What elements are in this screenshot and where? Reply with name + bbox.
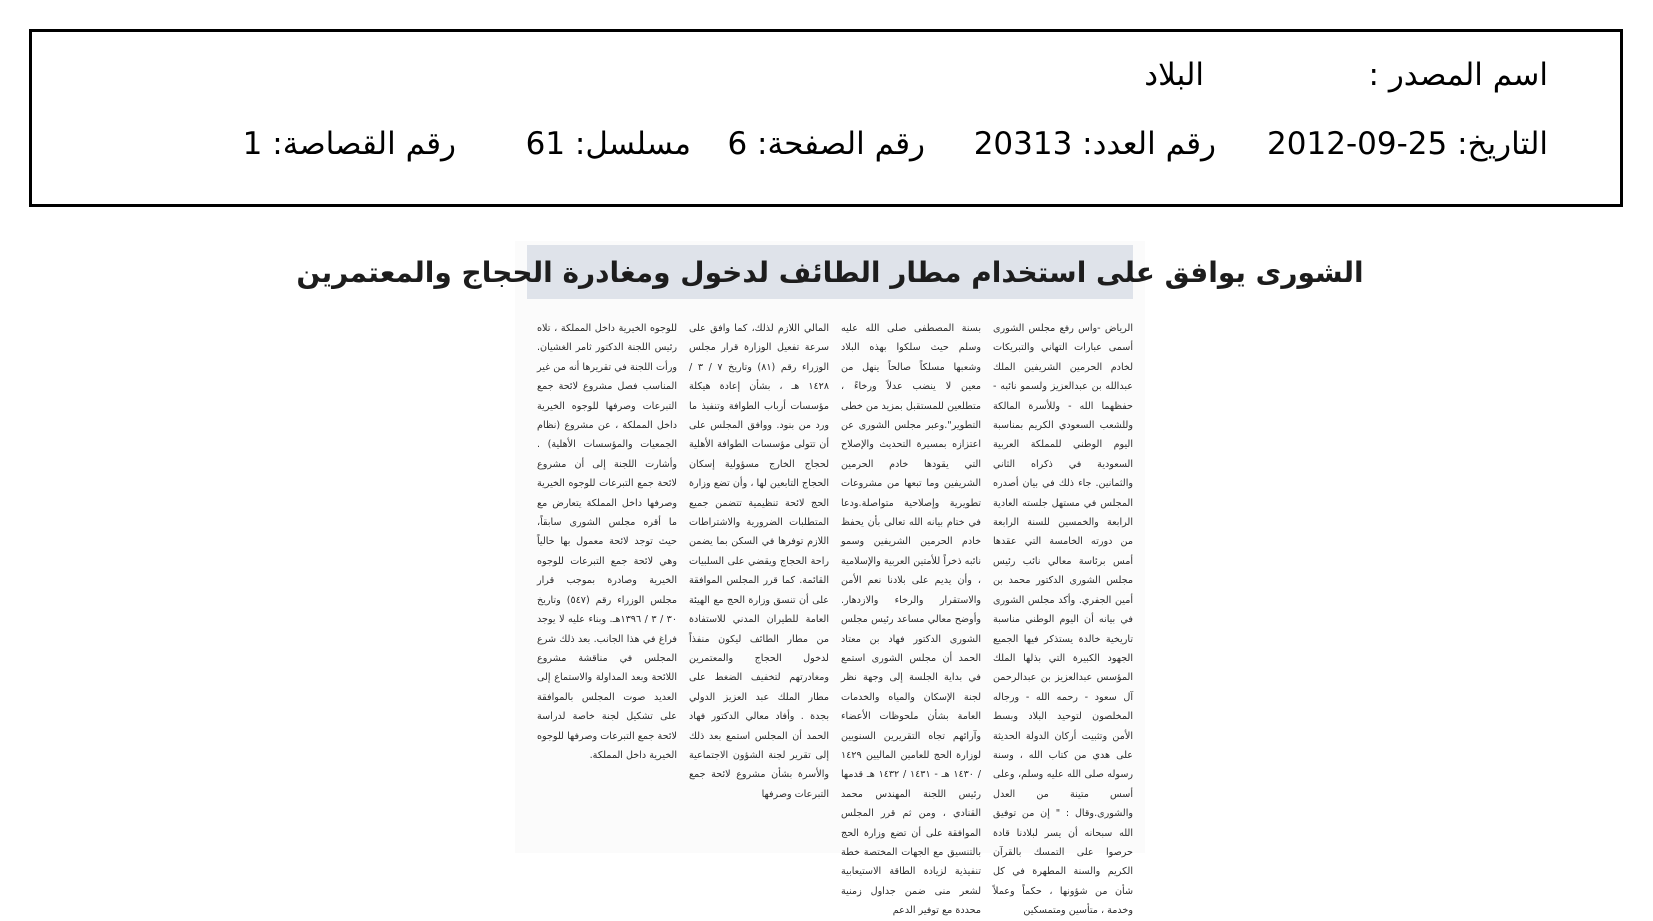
- article-column-1: [993, 319, 1133, 917]
- article-column-3: [689, 319, 829, 853]
- article-text: للوجوه الخيرية داخل المملكة ، تلاه رئيس اللجنة الدكتور ثامر الغشيان. ورأت اللجنة في تقريرها أنه من غير المناسب فصل مشروع لائحة جمع التبرعات وصرفها للوجوه الخيرية داخل المملكة ، عن مشروع (نظام الجمعيات والمؤسسات الأهلية) . وأشارت اللجنة إلى أن مشروع لائحة جمع التبرعات للوجوه الخيرية وصرفها داخل المملكة يتعارض مع ما أقره مجلس الشورى سابقاً، حيث توجد لائحة معمول بها حالياً وهي لائحة جمع التبرعات للوجوه الخيرية وصادرة بموجب قرار مجلس الوزراء رقم (٥٤٧) وتاريخ ٣٠ / ٣ / ١٣٩٦هـ. وبناء عليه لا يوجد فراغ في هذا الجانب. بعد ذلك شرع المجلس في مناقشة مشروع اللائحة وبعد المداولة والاستماع إلى العديد صوت المجلس بالموافقة على تشكيل لجنة خاصة لدراسة لائحة جمع التبرعات وصرفها للوجوه الخيرية داخل المملكة.: [537, 323, 677, 761]
- source-info-box: [29, 29, 1623, 207]
- page-number-field: رقم الصفحة: 6: [727, 126, 925, 162]
- article-column-2: [841, 319, 981, 917]
- source-value: البلاد: [1144, 57, 1204, 93]
- article-text: الرياض -واس رفع مجلس الشورى أسمى عبارات التهاني والتبريكات لخادم الحرمين الشريفين الملك عبدالله بن عبدالعزيز ولسمو نائبه - حفظهما الله - وللأسرة المالكة وللشعب السعودي الكريم بمناسبة اليوم الوطني للمملكة العربية السعودية في ذكراه الثاني والثمانين. جاء ذلك في بيان أصدره المجلس في مستهل جلسته العادية الرابعة والخمسين للسنة الرابعة من دورته الخامسة التي عقدها أمس برئاسة معالي نائب رئيس مجلس الشورى الدكتور محمد بن أمين الجفري. وأكد مجلس الشورى في بيانه أن اليوم الوطني مناسبة تاريخية خالدة يستذكر فيها الجميع الجهود الكبيرة التي بذلها الملك المؤسس عبدالعزيز بن عبدالرحمن آل سعود - رحمه الله - ورجاله المخلصون لتوحيد البلاد وبسط الأمن وتثبيت أركان الدولة الحديثة على هدي من كتاب الله ، وسنة رسوله صلى الله عليه وسلم، وعلى أسس متينة من العدل والشورى.وقال : " إن من توفيق الله سبحانه أن يسر لبلادنا قادة حرصوا على التمسك بالقرآن الكريم والسنة المطهرة في كل شأن من شؤونها ، حكماً وعملاً وخدمة ، متأسين ومتمسكين: [993, 323, 1133, 917]
- issue-number-field: رقم العدد: 20313: [973, 126, 1216, 162]
- date-field: التاريخ: 25-09-2012: [1267, 126, 1548, 162]
- newspaper-clipping: [296, 241, 1364, 917]
- article-headline: الشورى يوافق على استخدام مطار الطائف لدخول ومغادرة الحجاج والمعتمرين: [527, 245, 1133, 299]
- serial-field: مسلسل: 61: [525, 126, 691, 162]
- article-column-4: [537, 319, 677, 807]
- clip-number-field: رقم القصاصة: 1: [242, 126, 456, 162]
- source-label: اسم المصدر :: [1368, 57, 1548, 93]
- article-text: بسنة المصطفى صلى الله عليه وسلم حيث سلكوا بهذه البلاد وشعبها مسلكاً صالحاً ينهل من معين لا ينضب عدلاً ورخاءً ، متطلعين للمستقبل بمزيد من خطى التطوير".وعبر مجلس الشورى عن اعتزازه بمسيرة التحديث والإصلاح التي يقودها خادم الحرمين الشريفين وما تبعها من مشروعات تطويرية وإصلاحية متواصلة.ودعا في ختام بيانه الله تعالى بأن يحفظ خادم الحرمين الشريفين وسمو نائبه ذخراً للأمتين العربية والإسلامية ، وأن يديم على بلادنا نعم الأمن والاستقرار والرخاء والازدهار. وأوضح معالي مساعد رئيس مجلس الشورى الدكتور فهاد بن معتاد الحمد أن مجلس الشورى استمع في بداية الجلسة إلى وجهة نظر لجنة الإسكان والمياه والخدمات العامة بشأن ملحوظات الأعضاء وآرائهم تجاه التقريرين السنويين لوزارة الحج للعامين الماليين ١٤٢٩ / ١٤٣٠ هـ - ١٤٣١ / ١٤٣٢ هـ قدمها رئيس اللجنة المهندس محمد القنادي ، ومن ثم قرر المجلس الموافقة على أن تضع وزارة الحج بالتنسيق مع الجهات المختصة خطة تنفيذية لزيادة الطاقة الاستيعابية لشعر منى ضمن جداول زمنية محددة مع توفير الدعم: [841, 323, 981, 917]
- article-text: المالي اللازم لذلك، كما وافق على سرعة تفعيل الوزارة قرار مجلس الوزراء رقم (٨١) وتاريخ ٧ / ٣ / ١٤٢٨ هـ ، بشأن إعادة هيكلة مؤسسات أرباب الطوافة وتنفيذ ما ورد من بنود. ووافق المجلس على أن تتولى مؤسسات الطوافة الأهلية لحجاج الخارج مسؤولية إسكان الحجاج التابعين لها ، وأن تضع وزارة الحج لائحة تنظيمية تتضمن جميع المتطلبات الضرورية والاشتراطات اللازم توفرها في السكن بما يضمن راحة الحجاج ويقضي على السلبيات القائمة. كما قرر المجلس الموافقة على أن تنسق وزارة الحج مع الهيئة العامة للطيران المدني للاستفادة من مطار الطائف ليكون منفذاً لدخول الحجاج والمعتمرين ومغادرتهم لتخفيف الضغط على مطار الملك عبد العزيز الدولي بجدة . وأفاد معالي الدكتور فهاد الحمد أن المجلس استمع بعد ذلك إلى تقرير لجنة الشؤون الاجتماعية والأسرة بشأن مشروع لائحة جمع التبرعات وصرفها: [689, 323, 829, 800]
